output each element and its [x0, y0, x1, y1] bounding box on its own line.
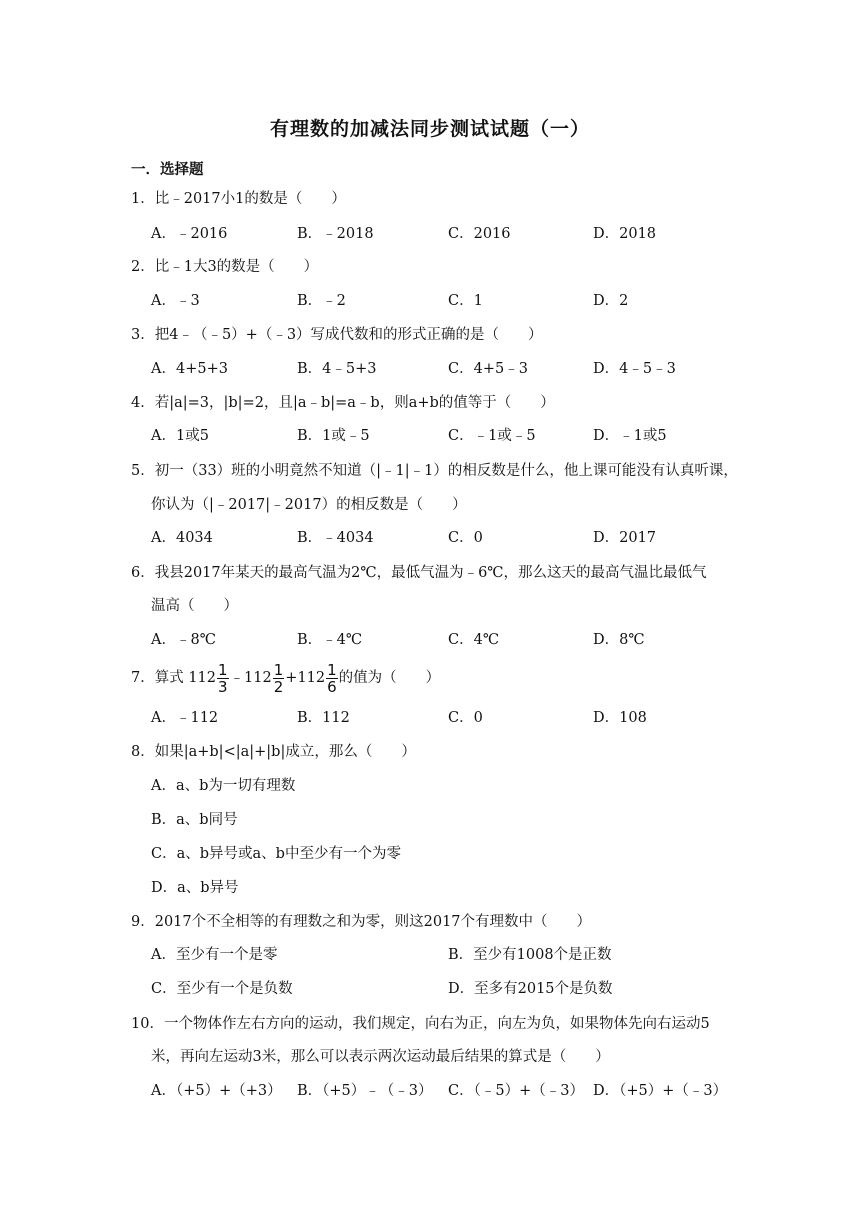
option-b: B．﹣2 [297, 293, 346, 309]
option-b: B．112 [297, 710, 350, 726]
option-c: C．1 [448, 293, 483, 309]
fraction-1-numerator: 1 [218, 660, 228, 679]
option-b: B．1或﹣5 [297, 428, 370, 444]
question-2: 2．比﹣1大3的数是（ ） [131, 259, 319, 275]
fraction-2-denominator: 2 [273, 677, 284, 696]
question-4: 4．若|a|=3，|b|=2，且|a﹣b|=a﹣b，则a+b的值等于（ ） [131, 395, 555, 411]
option-c: C．4+5﹣3 [448, 361, 528, 377]
option-a: A．4034 [151, 530, 213, 546]
option-c: C．0 [448, 530, 483, 546]
question-8-option-d: D．a、b异号 [151, 880, 239, 896]
fraction-3 [326, 662, 338, 695]
option-b: B．﹣2018 [297, 226, 374, 242]
q7-prefix: 7．算式 112 [131, 670, 217, 686]
question-1: 1．比﹣2017小1的数是（ ） [131, 191, 346, 207]
section-heading: 一．选择题 [131, 161, 204, 178]
option-c: C．（﹣5）+（﹣3） [448, 1083, 584, 1099]
option-d: D．（+5）+（﹣3） [593, 1083, 728, 1099]
fraction-2 [273, 662, 285, 695]
fraction-2-numerator: 1 [273, 660, 284, 679]
question-8: 8．如果|a+b|<|a|+|b|成立，那么（ ） [131, 744, 416, 760]
option-c: C．2016 [448, 226, 511, 242]
option-d: D．2018 [593, 226, 657, 242]
option-a: A．4+5+3 [151, 361, 228, 377]
option-d: D．2017 [593, 530, 657, 546]
question-9: 9．2017个不全相等的有理数之和为零，则这2017个有理数中（ ） [131, 914, 592, 930]
question-8-option-a: A．a、b为一切有理数 [151, 778, 296, 794]
q7-mid-2: +112 [285, 670, 326, 686]
option-b: B．﹣4034 [297, 530, 374, 546]
question-10-line-2: 米，再向左运动3米，那么可以表示两次运动最后结果的算式是（ ） [151, 1049, 610, 1065]
option-c: C．4℃ [448, 632, 500, 648]
question-8-option-b: B．a、b同号 [151, 812, 238, 828]
option-d: D．108 [593, 710, 647, 726]
q7-mid-1: ﹣112 [229, 670, 272, 686]
q7-suffix: 的值为（ ） [338, 670, 441, 686]
fraction-3-numerator: 1 [327, 660, 337, 679]
question-3: 3．把4﹣（﹣5）+（﹣3）写成代数和的形式正确的是（ ） [131, 327, 543, 343]
option-d: D．至多有2015个是负数 [448, 981, 613, 997]
option-d: D．8℃ [593, 632, 645, 648]
option-a: A．（+5）+（+3） [151, 1083, 282, 1099]
option-d: D．2 [593, 293, 629, 309]
question-6-line-2: 温高（ ） [151, 598, 238, 614]
option-d: D．4﹣5﹣3 [593, 361, 676, 377]
option-a: A．﹣2016 [151, 226, 228, 242]
option-d: D．﹣1或5 [593, 428, 667, 444]
question-10-line-1: 10．一个物体作左右方向的运动，我们规定，向右为正，向左为负，如果物体先向右运动5 [131, 1016, 710, 1032]
fraction-1 [217, 662, 229, 695]
option-b: B．至少有1008个是正数 [448, 947, 612, 963]
option-c: C．﹣1或﹣5 [448, 428, 536, 444]
page-title: 有理数的加减法同步测试试题（一） [269, 118, 590, 140]
option-b: B．（+5）﹣（﹣3） [297, 1083, 433, 1099]
option-a: A．至少有一个是零 [151, 947, 278, 963]
option-b: B．﹣4℃ [297, 632, 363, 648]
option-c: C．至少有一个是负数 [151, 981, 293, 997]
question-8-option-c: C．a、b异号或a、b中至少有一个为零 [151, 846, 401, 862]
option-a: A．﹣8℃ [151, 632, 216, 648]
question-7 [131, 658, 440, 698]
option-c: C．0 [448, 710, 483, 726]
question-6-line-1: 6．我县2017年某天的最高气温为2℃，最低气温为﹣6℃，那么这天的最高气温比最低气 [131, 565, 707, 581]
fraction-3-denominator: 6 [327, 677, 337, 696]
question-5-line-1: 5．初一（33）班的小明竟然不知道（|﹣1|﹣1）的相反数是什么，他上课可能没有认真听课， [131, 463, 738, 479]
fraction-1-denominator: 3 [218, 677, 228, 696]
question-5-line-2: 你认为（|﹣2017|﹣2017）的相反数是（ ） [151, 497, 467, 513]
option-b: B．4﹣5+3 [297, 361, 377, 377]
option-a: A．1或5 [151, 428, 209, 444]
option-a: A．﹣112 [151, 710, 219, 726]
option-a: A．﹣3 [151, 293, 200, 309]
